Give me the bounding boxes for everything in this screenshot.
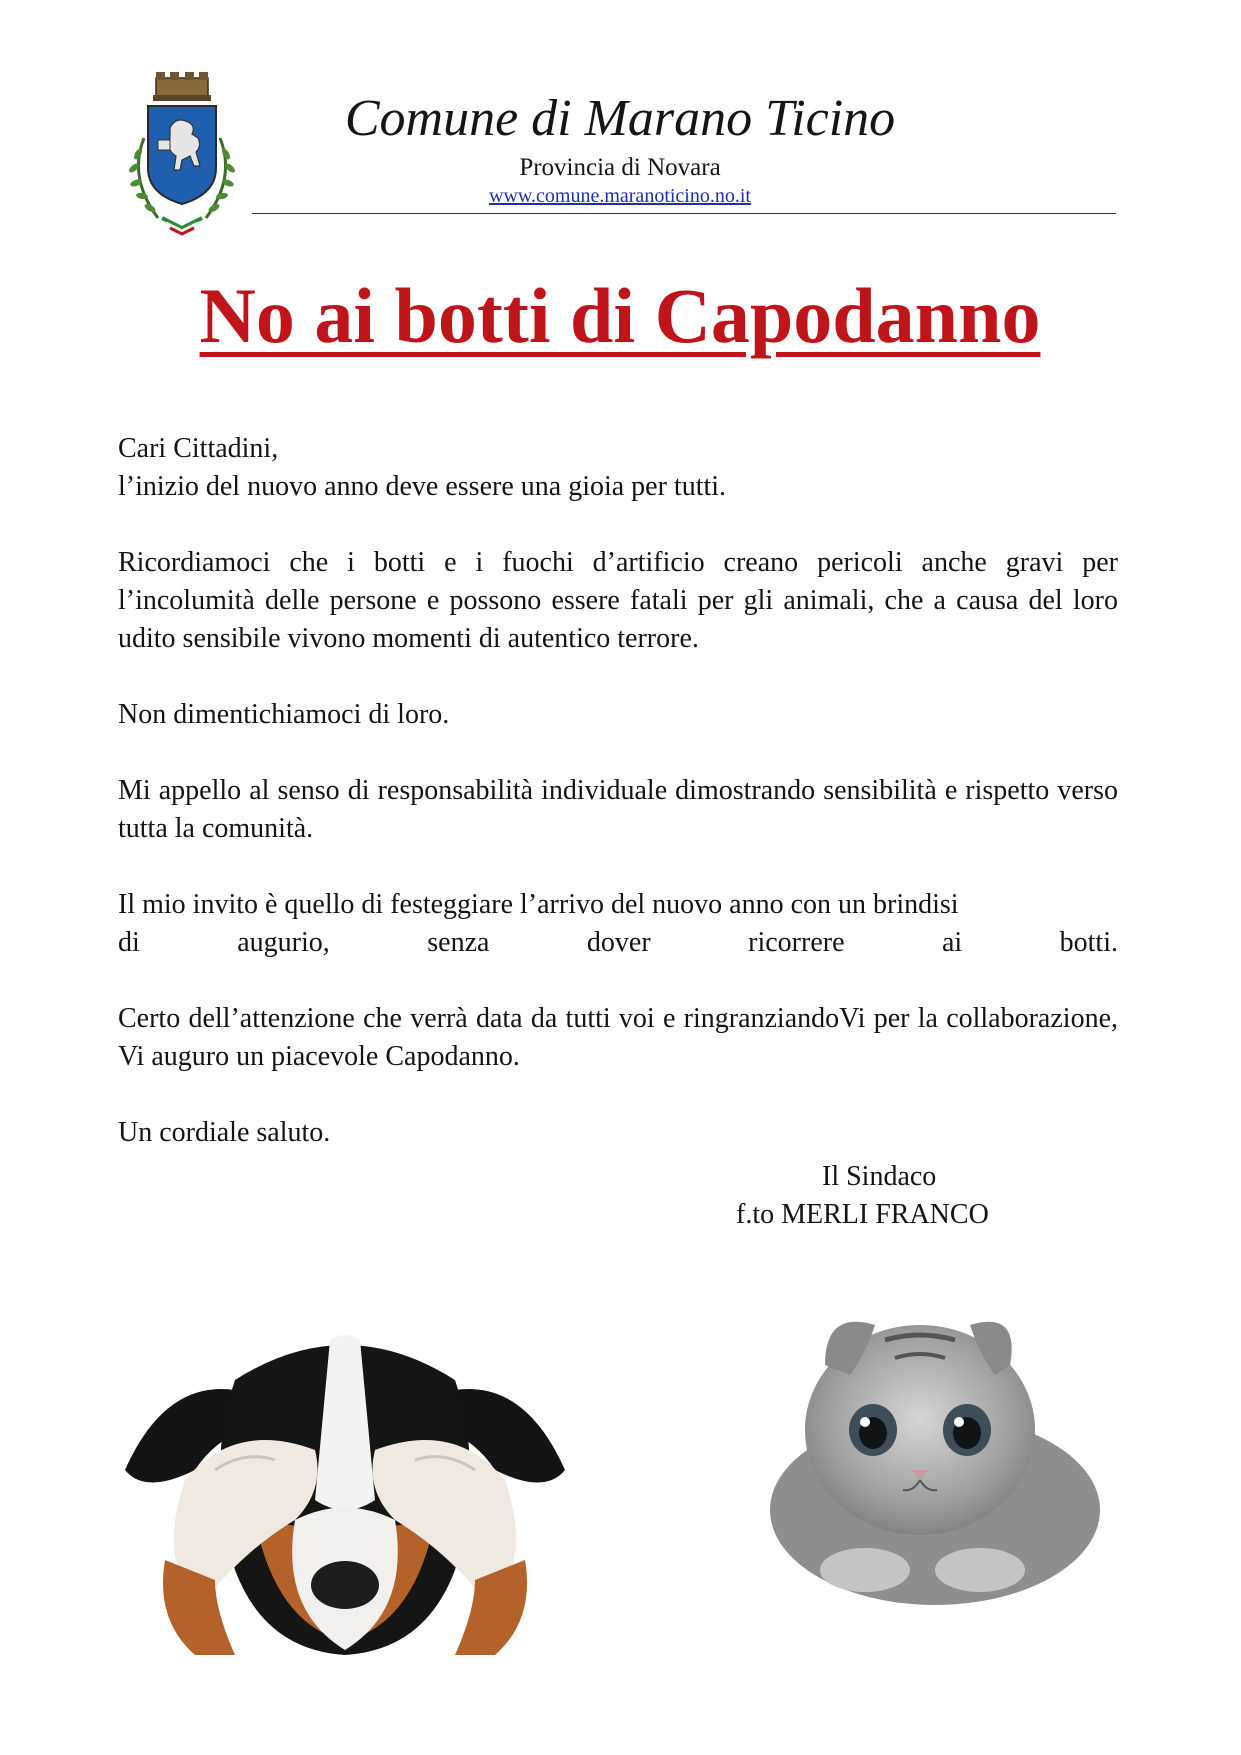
signature-role: Il Sindaco bbox=[822, 1161, 937, 1192]
paragraph-responsibility: Mi appello al senso di responsabilità individuale dimostrando sensibilità e rispetto verso tutta la comunità. bbox=[118, 775, 1118, 844]
signature-name: f.to MERLI FRANCO bbox=[736, 1199, 989, 1230]
coat-of-arms-icon bbox=[118, 68, 246, 238]
closing: Un cordiale saluto. bbox=[118, 1117, 331, 1148]
header-divider bbox=[252, 213, 1116, 214]
paragraph-dangers: Ricordiamoci che i botti e i fuochi d’artificio creano pericoli anche gravi per l’incolumità delle persone e possono essere fatali per gli animali, che a causa del loro udito sensibile vivono momenti di autentico terrore. bbox=[118, 547, 1118, 654]
dog-photo-icon bbox=[125, 1320, 565, 1655]
paragraph-invitation-line2: di augurio, senza dover ricorrere ai botti. bbox=[118, 927, 1118, 958]
letter-intro: l’inizio del nuovo anno deve essere una gioia per tutti. bbox=[118, 471, 727, 502]
municipality-name: Comune di Marano Ticino bbox=[344, 90, 896, 147]
website-container bbox=[330, 184, 910, 208]
letter-body bbox=[118, 430, 1118, 1152]
salutation: Cari Cittadini, bbox=[118, 433, 279, 464]
kitten-photo-icon bbox=[755, 1270, 1105, 1610]
notice-title bbox=[120, 270, 1120, 362]
website-link[interactable]: www.comune.maranoticino.no.it bbox=[489, 185, 751, 207]
signature-block bbox=[700, 1158, 1080, 1234]
paragraph-thanks: Certo dell’attenzione che verrà data da tutti voi e ringranziandoVi per la collaborazione, Vi auguro un piacevole Capodanno. bbox=[118, 1003, 1118, 1072]
notice-title-text: No ai botti di Capodanno bbox=[199, 272, 1041, 359]
paragraph-remember: Non dimentichiamoci di loro. bbox=[118, 699, 450, 730]
province-name: Provincia di Novara bbox=[519, 154, 721, 181]
paragraph-invitation-line1: Il mio invito è quello di festeggiare l’arrivo del nuovo anno con un brindisi bbox=[118, 889, 959, 920]
